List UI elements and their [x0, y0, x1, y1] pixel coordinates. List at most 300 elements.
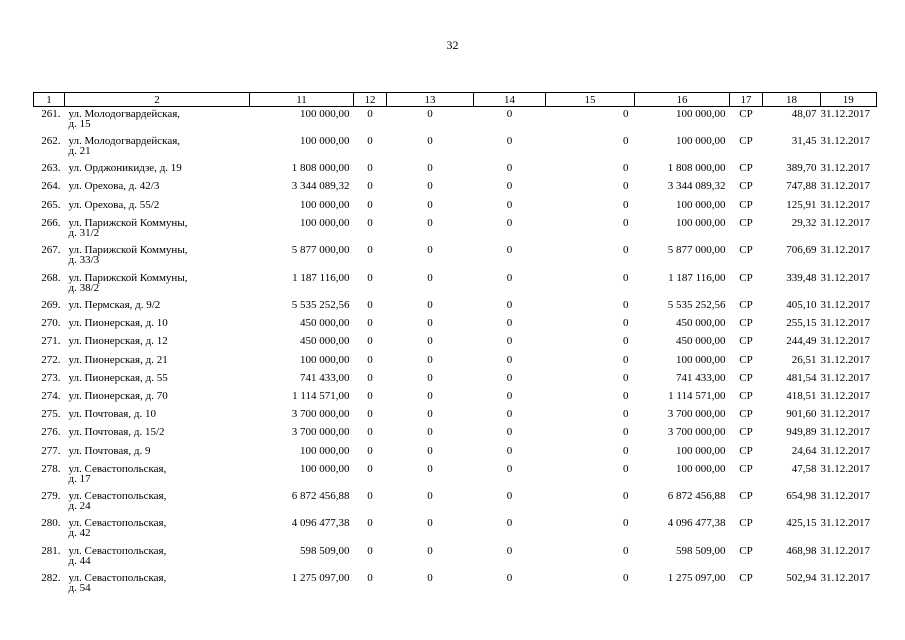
total-cell: 450 000,00 [676, 335, 726, 348]
row-number-cell: 272. [41, 353, 61, 366]
source-code-cell: СР [739, 353, 753, 366]
value-cell: 0 [427, 162, 433, 175]
value-cell: 0 [623, 462, 629, 475]
total-cell: 100 000,00 [676, 462, 726, 475]
value-cell: 0 [506, 198, 513, 211]
date-cell: 31.12.2017 [820, 317, 870, 330]
amount-cell: 450 000,00 [300, 335, 350, 348]
row-number-cell: 280. [41, 517, 61, 530]
row-number-cell: 275. [41, 408, 61, 421]
value-cell: 0 [427, 299, 433, 312]
source-code-cell: СР [739, 244, 753, 257]
total-cell: 741 433,00 [676, 371, 726, 384]
value-cell: 0 [367, 462, 373, 475]
date-cell: 31.12.2017 [820, 216, 870, 229]
total-cell: 1 275 097,00 [667, 572, 726, 585]
amount-cell: 100 000,00 [300, 108, 350, 120]
value-cell: 0 [506, 180, 513, 193]
address-line: д. 17 [68, 472, 91, 485]
area-cell: 255,15 [786, 317, 817, 330]
value-cell: 0 [623, 162, 629, 175]
column-header: 1 [34, 93, 65, 107]
address-line: ул. Севастопольская, [68, 544, 167, 557]
table-row [34, 243, 877, 270]
table-row [34, 389, 877, 407]
value-cell: 0 [623, 389, 629, 402]
column-header: 15 [546, 93, 635, 107]
row-number-cell: 278. [41, 462, 61, 475]
value-cell: 0 [427, 271, 433, 284]
row-number-cell: 279. [41, 490, 61, 503]
value-cell: 0 [367, 180, 373, 193]
table-row [34, 571, 877, 598]
address-cell [65, 198, 250, 216]
value-cell: 0 [367, 134, 373, 147]
date-cell: 31.12.2017 [820, 162, 870, 175]
value-cell: 0 [623, 408, 629, 421]
date-cell: 31.12.2017 [820, 299, 870, 312]
table-row [34, 444, 877, 462]
value-cell: 0 [623, 371, 629, 384]
value-cell: 0 [623, 271, 629, 284]
total-cell: 3 344 089,32 [667, 180, 726, 193]
column-header: 2 [65, 93, 250, 107]
value-cell: 0 [367, 335, 373, 348]
address-cell [65, 107, 250, 134]
value-cell: 0 [367, 426, 373, 439]
row-number-cell: 276. [41, 426, 61, 439]
address-cell [65, 298, 250, 316]
row-number-cell: 263. [41, 162, 61, 175]
value-cell: 0 [506, 108, 513, 120]
area-cell: 405,10 [786, 299, 817, 312]
area-cell: 901,60 [786, 408, 817, 421]
value-cell: 0 [623, 444, 629, 457]
date-cell: 31.12.2017 [820, 271, 870, 284]
source-code-cell: СР [739, 444, 753, 457]
address-line: ул. Севастопольская, [68, 490, 167, 503]
header-row [34, 93, 877, 107]
source-code-cell: СР [739, 408, 753, 421]
amount-cell: 100 000,00 [300, 198, 350, 211]
area-cell: 47,58 [791, 462, 817, 475]
value-cell: 0 [367, 572, 373, 585]
amount-cell: 5 877 000,00 [291, 244, 350, 257]
value-cell: 0 [427, 335, 433, 348]
value-cell: 0 [367, 408, 373, 421]
value-cell: 0 [506, 389, 513, 402]
source-code-cell: СР [739, 162, 753, 175]
address-line: ул. Пионерская, д. 12 [68, 335, 168, 348]
value-cell: 0 [427, 180, 433, 193]
value-cell: 0 [427, 426, 433, 439]
value-cell: 0 [623, 335, 629, 348]
source-code-cell: СР [739, 335, 753, 348]
column-header: 19 [821, 93, 877, 107]
value-cell: 0 [506, 371, 513, 384]
column-header: 11 [250, 93, 354, 107]
date-cell: 31.12.2017 [820, 353, 870, 366]
table-row [34, 179, 877, 197]
value-cell: 0 [427, 371, 433, 384]
source-code-cell: СР [739, 180, 753, 193]
value-cell: 0 [623, 544, 629, 557]
area-cell: 244,49 [786, 335, 817, 348]
value-cell: 0 [427, 198, 433, 211]
address-line: ул. Молодогвардейская, [68, 108, 181, 120]
table-row [34, 134, 877, 161]
total-cell: 4 096 477,38 [667, 517, 726, 530]
page-number: 32 [446, 38, 459, 52]
column-header: 12 [354, 93, 387, 107]
value-cell: 0 [623, 180, 629, 193]
area-cell: 468,98 [786, 544, 817, 557]
value-cell: 0 [623, 426, 629, 439]
value-cell: 0 [506, 244, 513, 257]
value-cell: 0 [427, 444, 433, 457]
row-number-cell: 269. [41, 299, 61, 312]
area-cell: 747,88 [786, 180, 817, 193]
amount-cell: 1 808 000,00 [291, 162, 350, 175]
value-cell: 0 [427, 216, 433, 229]
row-number-cell: 270. [41, 317, 61, 330]
amount-cell: 1 187 116,00 [292, 271, 350, 284]
value-cell: 0 [427, 389, 433, 402]
value-cell: 0 [623, 134, 629, 147]
date-cell: 31.12.2017 [820, 444, 870, 457]
date-cell: 31.12.2017 [820, 198, 870, 211]
value-cell: 0 [506, 444, 513, 457]
amount-cell: 3 700 000,00 [291, 408, 350, 421]
amount-cell: 3 344 089,32 [291, 180, 350, 193]
value-cell: 0 [367, 271, 373, 284]
value-cell: 0 [427, 108, 433, 120]
row-number-cell: 277. [41, 444, 61, 457]
table-row [34, 298, 877, 316]
address-cell [65, 489, 250, 516]
address-line: д. 21 [68, 144, 91, 157]
address-line: ул. Пионерская, д. 70 [68, 389, 168, 402]
date-cell: 31.12.2017 [820, 244, 870, 257]
amount-cell: 598 509,00 [300, 544, 350, 557]
address-line: ул. Севастопольская, [68, 462, 167, 475]
value-cell: 0 [623, 198, 629, 211]
amount-cell: 5 535 252,56 [291, 299, 350, 312]
source-code-cell: СР [739, 271, 753, 284]
address-line: д. 42 [68, 527, 91, 540]
address-cell [65, 571, 250, 598]
column-header: 18 [763, 93, 821, 107]
data-table [33, 92, 877, 599]
area-cell: 389,70 [786, 162, 817, 175]
total-cell: 5 877 000,00 [667, 244, 726, 257]
value-cell: 0 [367, 108, 373, 120]
table-row [34, 544, 877, 571]
value-cell: 0 [427, 517, 433, 530]
address-cell [65, 134, 250, 161]
table-row [34, 516, 877, 543]
value-cell: 0 [367, 299, 373, 312]
amount-cell: 450 000,00 [300, 317, 350, 330]
address-line: ул. Орехова, д. 55/2 [68, 198, 160, 211]
address-line: ул. Пионерская, д. 55 [68, 371, 168, 384]
area-cell: 502,94 [786, 572, 817, 585]
table-row [34, 425, 877, 443]
source-code-cell: СР [739, 317, 753, 330]
column-header: 17 [730, 93, 763, 107]
total-cell: 100 000,00 [676, 198, 726, 211]
total-cell: 1 808 000,00 [667, 162, 726, 175]
address-line: ул. Пионерская, д. 10 [68, 317, 168, 330]
date-cell: 31.12.2017 [820, 517, 870, 530]
date-cell: 31.12.2017 [820, 371, 870, 384]
address-line: д. 24 [68, 500, 91, 513]
address-cell [65, 216, 250, 243]
value-cell: 0 [367, 389, 373, 402]
column-header: 14 [474, 93, 546, 107]
value-cell: 0 [506, 271, 513, 284]
value-cell: 0 [427, 408, 433, 421]
address-line: д. 15 [68, 118, 91, 130]
table-row [34, 407, 877, 425]
address-cell [65, 179, 250, 197]
address-line: д. 38/2 [68, 281, 100, 294]
table-row [34, 216, 877, 243]
address-cell [65, 462, 250, 489]
table-row [34, 462, 877, 489]
address-cell [65, 407, 250, 425]
value-cell: 0 [623, 299, 629, 312]
table-body [34, 107, 877, 599]
area-cell: 706,69 [786, 244, 817, 257]
amount-cell: 100 000,00 [300, 134, 350, 147]
date-cell: 31.12.2017 [820, 180, 870, 193]
source-code-cell: СР [739, 299, 753, 312]
amount-cell: 100 000,00 [300, 353, 350, 366]
address-line: ул. Парижской Коммуны, [68, 244, 188, 257]
value-cell: 0 [623, 244, 629, 257]
source-code-cell: СР [739, 490, 753, 503]
column-header: 16 [635, 93, 730, 107]
address-line: д. 33/3 [68, 254, 100, 267]
address-line: ул. Почтовая, д. 15/2 [68, 426, 165, 439]
value-cell: 0 [367, 216, 373, 229]
column-header: 13 [387, 93, 474, 107]
amount-cell: 3 700 000,00 [291, 426, 350, 439]
address-cell [65, 316, 250, 334]
source-code-cell: СР [739, 572, 753, 585]
value-cell: 0 [506, 408, 513, 421]
value-cell: 0 [367, 490, 373, 503]
date-cell: 31.12.2017 [820, 335, 870, 348]
value-cell: 0 [506, 490, 513, 503]
table-row [34, 271, 877, 298]
value-cell: 0 [506, 517, 513, 530]
value-cell: 0 [506, 134, 513, 147]
area-cell: 24,64 [791, 444, 817, 457]
table-row [34, 371, 877, 389]
date-cell: 31.12.2017 [820, 408, 870, 421]
row-number-cell: 264. [41, 180, 61, 193]
date-cell: 31.12.2017 [820, 389, 870, 402]
value-cell: 0 [427, 353, 433, 366]
total-cell: 598 509,00 [676, 544, 726, 557]
row-number-cell: 261. [41, 108, 61, 120]
address-line: ул. Орехова, д. 42/3 [68, 180, 160, 193]
total-cell: 3 700 000,00 [667, 426, 726, 439]
total-cell: 5 535 252,56 [667, 299, 726, 312]
value-cell: 0 [623, 572, 629, 585]
area-cell: 29,32 [791, 216, 817, 229]
value-cell: 0 [427, 244, 433, 257]
area-cell: 425,15 [786, 517, 817, 530]
table-row [34, 198, 877, 216]
area-cell: 418,51 [786, 389, 817, 402]
amount-cell: 4 096 477,38 [291, 517, 350, 530]
row-number-cell: 266. [41, 216, 61, 229]
area-cell: 125,91 [786, 198, 817, 211]
address-line: ул. Молодогвардейская, [68, 134, 181, 147]
total-cell: 1 114 571,00 [668, 389, 726, 402]
value-cell: 0 [506, 299, 513, 312]
value-cell: 0 [427, 490, 433, 503]
source-code-cell: СР [739, 371, 753, 384]
row-number-cell: 262. [41, 134, 61, 147]
table-row [34, 107, 877, 134]
address-line: ул. Почтовая, д. 10 [68, 408, 156, 421]
table-row [34, 353, 877, 371]
value-cell: 0 [367, 444, 373, 457]
address-line: д. 44 [68, 554, 91, 567]
row-number-cell: 282. [41, 572, 61, 585]
row-number-cell: 267. [41, 244, 61, 257]
date-cell: 31.12.2017 [820, 572, 870, 585]
address-cell [65, 371, 250, 389]
amount-cell: 100 000,00 [300, 444, 350, 457]
address-cell [65, 271, 250, 298]
address-line: ул. Парижской Коммуны, [68, 216, 188, 229]
source-code-cell: СР [739, 462, 753, 475]
value-cell: 0 [506, 462, 513, 475]
value-cell: 0 [623, 108, 629, 120]
value-cell: 0 [506, 162, 513, 175]
address-cell [65, 161, 250, 179]
value-cell: 0 [367, 162, 373, 175]
value-cell: 0 [506, 317, 513, 330]
total-cell: 100 000,00 [676, 353, 726, 366]
amount-cell: 1 275 097,00 [291, 572, 350, 585]
value-cell: 0 [623, 216, 629, 229]
total-cell: 100 000,00 [676, 444, 726, 457]
address-line: д. 54 [68, 582, 91, 595]
table-row [34, 316, 877, 334]
total-cell: 6 872 456,88 [667, 490, 726, 503]
address-cell [65, 334, 250, 352]
row-number-cell: 268. [41, 271, 61, 284]
address-cell [65, 444, 250, 462]
total-cell: 3 700 000,00 [667, 408, 726, 421]
total-cell: 100 000,00 [676, 216, 726, 229]
row-number-cell: 273. [41, 371, 61, 384]
value-cell: 0 [623, 353, 629, 366]
date-cell: 31.12.2017 [820, 544, 870, 557]
address-cell [65, 425, 250, 443]
value-cell: 0 [367, 317, 373, 330]
address-line: д. 31/2 [68, 226, 100, 239]
row-number-cell: 271. [41, 335, 61, 348]
value-cell: 0 [506, 216, 513, 229]
table-row [34, 334, 877, 352]
address-cell [65, 544, 250, 571]
table-row [34, 161, 877, 179]
total-cell: 100 000,00 [676, 134, 726, 147]
source-code-cell: СР [739, 108, 753, 120]
value-cell: 0 [427, 462, 433, 475]
area-cell: 26,51 [791, 353, 817, 366]
address-line: ул. Парижской Коммуны, [68, 271, 188, 284]
address-cell [65, 389, 250, 407]
source-code-cell: СР [739, 216, 753, 229]
value-cell: 0 [623, 490, 629, 503]
address-line: ул. Почтовая, д. 9 [68, 444, 151, 457]
source-code-cell: СР [739, 198, 753, 211]
total-cell: 1 187 116,00 [668, 271, 726, 284]
value-cell: 0 [367, 353, 373, 366]
area-cell: 48,07 [791, 108, 817, 120]
value-cell: 0 [427, 572, 433, 585]
source-code-cell: СР [739, 426, 753, 439]
value-cell: 0 [506, 544, 513, 557]
address-cell [65, 243, 250, 270]
amount-cell: 741 433,00 [300, 371, 350, 384]
area-cell: 654,98 [786, 490, 817, 503]
date-cell: 31.12.2017 [820, 134, 870, 147]
total-cell: 450 000,00 [676, 317, 726, 330]
row-number-cell: 274. [41, 389, 61, 402]
amount-cell: 100 000,00 [300, 216, 350, 229]
value-cell: 0 [427, 134, 433, 147]
value-cell: 0 [367, 244, 373, 257]
value-cell: 0 [427, 544, 433, 557]
value-cell: 0 [427, 317, 433, 330]
value-cell: 0 [367, 198, 373, 211]
source-code-cell: СР [739, 134, 753, 147]
address-cell [65, 516, 250, 543]
value-cell: 0 [367, 517, 373, 530]
row-number-cell: 281. [41, 544, 61, 557]
total-cell: 100 000,00 [676, 108, 726, 120]
address-line: ул. Пионерская, д. 21 [68, 353, 168, 366]
value-cell: 0 [623, 317, 629, 330]
area-cell: 339,48 [786, 271, 817, 284]
area-cell: 481,54 [786, 371, 817, 384]
address-line: ул. Севастопольская, [68, 572, 167, 585]
value-cell: 0 [367, 544, 373, 557]
address-line: ул. Севастопольская, [68, 517, 167, 530]
source-code-cell: СР [739, 544, 753, 557]
address-cell [65, 353, 250, 371]
date-cell: 31.12.2017 [820, 426, 870, 439]
address-line: ул. Орджоникидзе, д. 19 [68, 162, 182, 175]
source-code-cell: СР [739, 389, 753, 402]
date-cell: 31.12.2017 [820, 490, 870, 503]
row-number-cell: 265. [41, 198, 61, 211]
value-cell: 0 [623, 517, 629, 530]
amount-cell: 100 000,00 [300, 462, 350, 475]
source-code-cell: СР [739, 517, 753, 530]
value-cell: 0 [506, 426, 513, 439]
value-cell: 0 [506, 572, 513, 585]
